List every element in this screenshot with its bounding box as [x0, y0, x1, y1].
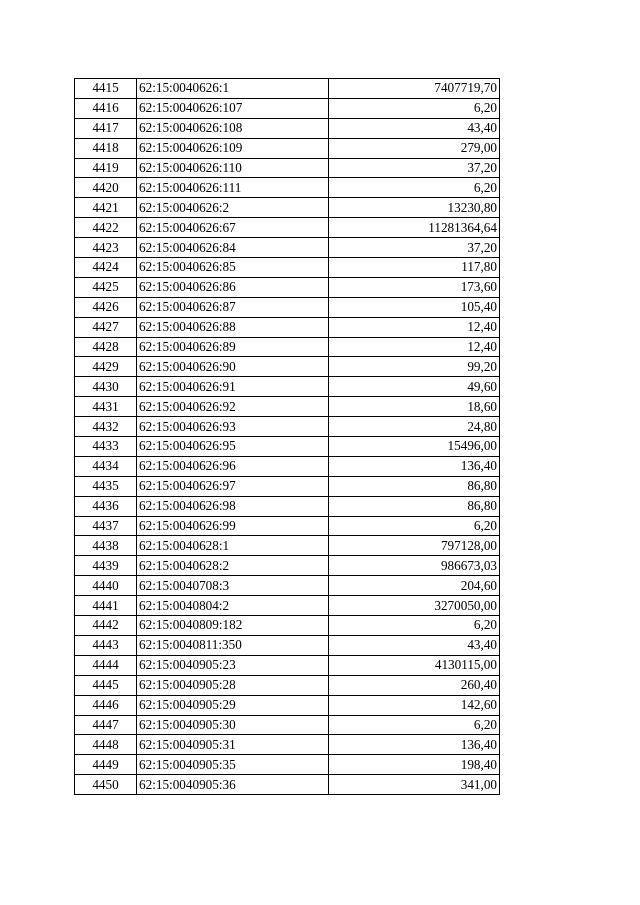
value-cell: 12,40 [329, 317, 500, 337]
cadastral-number-cell: 62:15:0040626:89 [137, 337, 329, 357]
table-row [75, 496, 500, 516]
row-number-cell: 4449 [75, 755, 137, 775]
cadastral-number-cell: 62:15:0040804:2 [137, 596, 329, 616]
cadastral-number-cell: 62:15:0040626:96 [137, 456, 329, 476]
table-row [75, 695, 500, 715]
cadastral-number-cell: 62:15:0040626:92 [137, 397, 329, 417]
table-row [75, 417, 500, 437]
value-cell: 198,40 [329, 755, 500, 775]
table-row [75, 775, 500, 795]
value-cell: 986673,03 [329, 556, 500, 576]
cadastral-number-cell: 62:15:0040708:3 [137, 576, 329, 596]
row-number-cell: 4429 [75, 357, 137, 377]
cadastral-number-cell: 62:15:0040626:1 [137, 79, 329, 99]
value-cell: 86,80 [329, 496, 500, 516]
table-row [75, 118, 500, 138]
table-row [75, 735, 500, 755]
value-cell: 105,40 [329, 297, 500, 317]
table-row [75, 158, 500, 178]
cadastral-number-cell: 62:15:0040905:36 [137, 775, 329, 795]
row-number-cell: 4422 [75, 218, 137, 238]
cadastral-number-cell: 62:15:0040628:2 [137, 556, 329, 576]
table-body [75, 79, 500, 795]
table-row [75, 397, 500, 417]
table-row [75, 476, 500, 496]
table-row [75, 79, 500, 99]
cadastral-number-cell: 62:15:0040811:350 [137, 635, 329, 655]
cadastral-number-cell: 62:15:0040626:67 [137, 218, 329, 238]
value-cell: 6,20 [329, 98, 500, 118]
value-cell: 99,20 [329, 357, 500, 377]
table-row [75, 715, 500, 735]
table-row [75, 98, 500, 118]
table-row [75, 616, 500, 636]
value-cell: 37,20 [329, 158, 500, 178]
value-cell: 173,60 [329, 277, 500, 297]
value-cell: 7407719,70 [329, 79, 500, 99]
table-row [75, 317, 500, 337]
cadastral-number-cell: 62:15:0040626:99 [137, 516, 329, 536]
row-number-cell: 4446 [75, 695, 137, 715]
row-number-cell: 4418 [75, 138, 137, 158]
row-number-cell: 4423 [75, 238, 137, 258]
table-row [75, 198, 500, 218]
table-row [75, 516, 500, 536]
value-cell: 18,60 [329, 397, 500, 417]
row-number-cell: 4443 [75, 635, 137, 655]
row-number-cell: 4445 [75, 675, 137, 695]
table-row [75, 357, 500, 377]
cadastral-number-cell: 62:15:0040626:2 [137, 198, 329, 218]
cadastral-number-cell: 62:15:0040626:107 [137, 98, 329, 118]
row-number-cell: 4447 [75, 715, 137, 735]
value-cell: 37,20 [329, 238, 500, 258]
table-row [75, 377, 500, 397]
cadastral-number-cell: 62:15:0040626:88 [137, 317, 329, 337]
cadastral-number-cell: 62:15:0040626:85 [137, 258, 329, 278]
cadastral-number-cell: 62:15:0040905:29 [137, 695, 329, 715]
cadastral-number-cell: 62:15:0040626:86 [137, 277, 329, 297]
table-row [75, 258, 500, 278]
row-number-cell: 4425 [75, 277, 137, 297]
row-number-cell: 4436 [75, 496, 137, 516]
value-cell: 15496,00 [329, 437, 500, 457]
row-number-cell: 4448 [75, 735, 137, 755]
table-row [75, 755, 500, 775]
value-cell: 6,20 [329, 616, 500, 636]
cadastral-number-cell: 62:15:0040626:98 [137, 496, 329, 516]
row-number-cell: 4417 [75, 118, 137, 138]
cadastral-number-cell: 62:15:0040626:97 [137, 476, 329, 496]
value-cell: 279,00 [329, 138, 500, 158]
table-row [75, 178, 500, 198]
value-cell: 43,40 [329, 635, 500, 655]
cadastral-number-cell: 62:15:0040626:95 [137, 437, 329, 457]
cadastral-number-cell: 62:15:0040905:31 [137, 735, 329, 755]
row-number-cell: 4441 [75, 596, 137, 616]
value-cell: 797128,00 [329, 536, 500, 556]
table-row [75, 655, 500, 675]
table-row [75, 437, 500, 457]
value-cell: 13230,80 [329, 198, 500, 218]
value-cell: 6,20 [329, 715, 500, 735]
table-row [75, 337, 500, 357]
row-number-cell: 4435 [75, 476, 137, 496]
cadastral-number-cell: 62:15:0040626:87 [137, 297, 329, 317]
cadastral-number-cell: 62:15:0040626:84 [137, 238, 329, 258]
table-row [75, 138, 500, 158]
row-number-cell: 4420 [75, 178, 137, 198]
cadastral-number-cell: 62:15:0040628:1 [137, 536, 329, 556]
value-cell: 12,40 [329, 337, 500, 357]
cadastral-number-cell: 62:15:0040626:109 [137, 138, 329, 158]
value-cell: 341,00 [329, 775, 500, 795]
cadastral-number-cell: 62:15:0040626:108 [137, 118, 329, 138]
row-number-cell: 4439 [75, 556, 137, 576]
table-row [75, 675, 500, 695]
cadastral-number-cell: 62:15:0040905:28 [137, 675, 329, 695]
value-cell: 260,40 [329, 675, 500, 695]
value-cell: 204,60 [329, 576, 500, 596]
row-number-cell: 4426 [75, 297, 137, 317]
row-number-cell: 4416 [75, 98, 137, 118]
value-cell: 136,40 [329, 456, 500, 476]
value-cell: 142,60 [329, 695, 500, 715]
value-cell: 4130115,00 [329, 655, 500, 675]
value-cell: 6,20 [329, 178, 500, 198]
cadastral-number-cell: 62:15:0040905:30 [137, 715, 329, 735]
table-row [75, 456, 500, 476]
value-cell: 43,40 [329, 118, 500, 138]
table-row [75, 576, 500, 596]
document-page [74, 78, 499, 795]
value-cell: 136,40 [329, 735, 500, 755]
table-row [75, 218, 500, 238]
cadastral-number-cell: 62:15:0040626:110 [137, 158, 329, 178]
cadastral-number-cell: 62:15:0040626:93 [137, 417, 329, 437]
row-number-cell: 4428 [75, 337, 137, 357]
value-cell: 3270050,00 [329, 596, 500, 616]
row-number-cell: 4432 [75, 417, 137, 437]
row-number-cell: 4450 [75, 775, 137, 795]
row-number-cell: 4437 [75, 516, 137, 536]
value-cell: 24,80 [329, 417, 500, 437]
row-number-cell: 4434 [75, 456, 137, 476]
row-number-cell: 4444 [75, 655, 137, 675]
row-number-cell: 4442 [75, 616, 137, 636]
row-number-cell: 4430 [75, 377, 137, 397]
table-row [75, 277, 500, 297]
value-cell: 11281364,64 [329, 218, 500, 238]
cadastral-number-cell: 62:15:0040905:23 [137, 655, 329, 675]
row-number-cell: 4419 [75, 158, 137, 178]
row-number-cell: 4433 [75, 437, 137, 457]
row-number-cell: 4421 [75, 198, 137, 218]
cadastral-number-cell: 62:15:0040905:35 [137, 755, 329, 775]
table-row [75, 635, 500, 655]
table-row [75, 536, 500, 556]
table-row [75, 596, 500, 616]
row-number-cell: 4415 [75, 79, 137, 99]
cadastral-number-cell: 62:15:0040626:111 [137, 178, 329, 198]
cadastral-number-cell: 62:15:0040809:182 [137, 616, 329, 636]
table-row [75, 556, 500, 576]
value-cell: 49,60 [329, 377, 500, 397]
cadastral-number-cell: 62:15:0040626:91 [137, 377, 329, 397]
value-cell: 86,80 [329, 476, 500, 496]
value-cell: 6,20 [329, 516, 500, 536]
row-number-cell: 4424 [75, 258, 137, 278]
cadastral-value-table [74, 78, 500, 795]
table-row [75, 297, 500, 317]
row-number-cell: 4438 [75, 536, 137, 556]
value-cell: 117,80 [329, 258, 500, 278]
cadastral-number-cell: 62:15:0040626:90 [137, 357, 329, 377]
row-number-cell: 4427 [75, 317, 137, 337]
row-number-cell: 4431 [75, 397, 137, 417]
table-row [75, 238, 500, 258]
row-number-cell: 4440 [75, 576, 137, 596]
